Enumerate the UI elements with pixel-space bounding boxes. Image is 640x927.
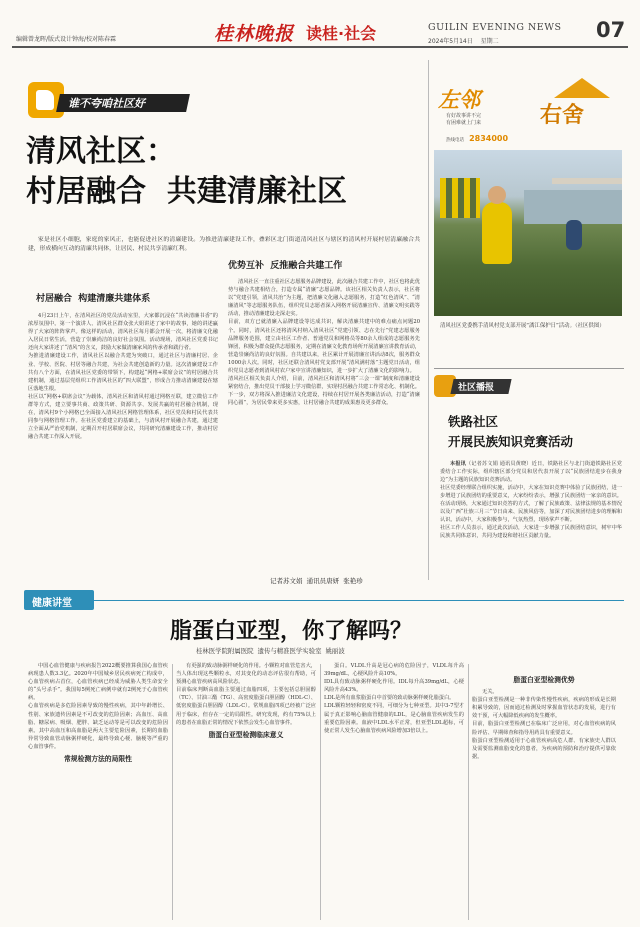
news-body-content: （记者苏文娟 通讯员黄晓）近日，铁路社区与北门街道铁路社区党委结合工作实际，组织辖区部分党员和居代表开展了以“民族团结进步在我身边”为主题的民族知识竞赛活动。 社区党委经理联合组织实施，活动中，大家在知识竞赛中体验了民族团结，进一步增进了民族团结的重要意义，大家纷纷表示，增强了民族团结一家亲的意识。在活动现场，大家通过知识竞答的方式，了解了民族政策、法律法规的基本情况以及广西“壮族三月三”节日由来、民族风俗等，加深了对民族团结进步的理解和认识。活动中，大家积极参与，气氛热烈，现场掌声不断。 社区工作人员表示，通过此次活动，大家进一步增强了民族团结意识，树牢中华民族共同体意识，共同为建设和谐社区贡献力量。	[440, 461, 622, 539]
photo-river	[524, 190, 622, 224]
logo-hotline	[446, 126, 508, 145]
news-headline-line2: 开展民族知识竞赛活动	[448, 434, 574, 449]
divider-health-3	[468, 664, 469, 920]
health-headline: 脂蛋白亚型，你了解吗？	[170, 618, 413, 644]
date-text: 2024年5月14日	[428, 38, 473, 45]
logo-bottom-word: 右舍	[540, 102, 585, 128]
photo-caption-text: 清风社区党委携手清风村党支部开展“漓江保护日”活动。（社区供图）	[440, 323, 605, 329]
lead-paragraph	[28, 236, 420, 254]
photo-person-right	[566, 220, 582, 250]
health-col-1	[28, 662, 168, 922]
neighbors-logo	[436, 78, 616, 142]
health-subhead-2: 脂蛋白亚型检测临床意义	[208, 730, 284, 739]
news-body	[440, 460, 622, 570]
photo-people-group	[440, 178, 480, 218]
story-byline: 记者苏文娟 通讯员唐妍 张艳珍	[270, 577, 363, 585]
news-lead-tag: 本报讯	[450, 461, 466, 467]
news-badge	[434, 375, 534, 397]
subhead-2: 优势互补 反推融合共建工作	[228, 261, 343, 271]
headline-line1: 清风社区：	[26, 134, 176, 169]
story-col-2	[228, 278, 420, 572]
badge-label: 谁不夸咱社区好	[68, 97, 145, 110]
section-name	[306, 21, 376, 44]
editors-line: 编辑曾龙晖/版式设计钟海/校对陈春霖	[16, 36, 117, 43]
brand-logo: 桂林晚报	[214, 23, 295, 45]
health-badge-label: 健康讲堂	[32, 598, 72, 609]
thumb-icon	[36, 90, 54, 110]
column-badge	[28, 82, 184, 124]
logo-top-word: 左邻	[438, 87, 480, 112]
story-col-2-text: 清风社区一直注重社区志愿服务品牌建设，此次融合共建工作中，社区也将此优势与融合共建相结合，打造专属“清廉”志愿品牌。该社区相关负责人表示，社区将以“党建引领，清风共治”为主题，把清廉文化融入志愿服务，打造“红色清风”、“清廉清风”等志愿服务队伍，组织党员志愿者深入网格开展清廉宣传、清廉文明实践等活动，推动清廉建设走深走实。 目前，双方已就清廉入品牌建设等达成共识，解决清廉共建中的难点痛点问题20个。同时，清风社区还将清风村纳入清风社区“党建引领、志在先行”党建志愿服务品牌服务范围，建立由社区工作者、普通党员和网格员等80余人组成的志愿服务先锋团，积极为群众提供志愿服务，定期在清廉文化教育场所开展清廉宣讲教育活动，营造崇廉尚洁的良好氛围。自共建以来，社区累计开展清廉宣讲活动8次，服务群众1000余人次。同时，社区还联合清风村党支部开展“清风满村落”主题党日活动，组织党员志愿者到清风村农户家中宣讲清廉知识，进一步扩大了清廉文化的影响力。 清风社区相关负责人介绍，目前，清风社区和清风村将“三会一课”制度和清廉建设紧密结合，推出党员干部接上学习微信群，实现村居融合共建工作常态化、机制化。下一步，双方将深入推进廉洁文化建设，持续在村居开展各类廉洁活动，打造“清廉同心圆”，为居民带来更多实惠，让村居融合共建的成果惠及更多群众。	[228, 279, 420, 407]
news-headline-line1: 铁路社区	[448, 414, 499, 429]
headline-line2: 村居融合 共建清廉社区	[26, 174, 347, 209]
health-col-4	[472, 662, 616, 922]
news-body-text	[440, 460, 622, 540]
health-col-1-text: 中国心血管健康与疾病报告2022概要推算我国心血管疾病现患人数3.3亿。2020年中国城乡居民疾病死亡构成中，心血管疾病占首位，心血管疾病已经成为威胁人类生命安全的“头号杀手”。我国每5例死亡病例中就有2例死于心血管疾病。 心血管疾病是多危险因素导致的慢性疾病，其中年龄增长、性别、家族遗传因素是不可改变的危险因素；高血压、高血脂、糖尿病、吸烟、肥胖、缺乏运动等是可以改变的危险因素。其中高血压和高血脂是两大主要危险因素，长期的血脂异常导致血管动脉粥样硬化，最终导致心梗、脑梗等严重的心血管事件。	[28, 663, 168, 750]
photo-person-yellow	[482, 202, 512, 264]
photo-caption	[440, 322, 618, 330]
page-number: 07	[596, 18, 626, 42]
news-headline	[448, 412, 573, 452]
header-rule	[12, 46, 628, 48]
health-subhead-3: 脂蛋白亚型检测优势	[513, 676, 575, 684]
lead-text: 家是社区小细胞，家庭的家风正，也能促进社区的清廉建设。为推进清廉建设工作，叠彩区北门街道清风社区与辖区的清风村开展村居清廉融合共建，形成横向互动的清廉共同体，让居民、村民共享清廉红利。	[28, 237, 420, 252]
story-col-1	[28, 312, 218, 572]
news-badge-label: 社区播报	[458, 383, 495, 393]
story-photo	[434, 150, 622, 316]
health-badge	[24, 590, 94, 610]
weekday-text: 星期二	[480, 38, 499, 45]
issue-date	[428, 36, 499, 45]
story-col-1-text: 4月23日上午，在清风社区的党员活动室里，大家都沉浸在“共读清廉书香”的浓厚氛围中。第一个演讲人、清风社区群众张大姐讲述了家中的故事，她的讲述赢得了大家的阵阵掌声。像这样的活动，清风社区每月都会开展一次，将清廉文化融入居民日常生活，营造了崇廉尚洁的良好社会氛围。活动现场，清风社区党委书记还向大家讲述了“清风”的含义，鼓励大家做清廉家风的传承者和践行者。 为推进清廉建设工作，清风社区以融合共建为突破口，通过社区与清廉村居、企业、学校、医院、村居等融合共建，为社会共建创造新的力量。这次清廉建设工作共有八个方面，在清风社区党委的带领下，构建起“网格+联席会议”的村居融合共建机制，通过基层党组织工作清风社区的“四大联盟”，形成合力推动清廉建设在辖区落地生根。 社区以“网格+联席会议”为载体，清风社区和清风村通过网格互联，建立微信工作群等方式，建立要事共商、政策共研、资源共享、发展共赢的村居融合机制，现在，清风村9个小网格已全面接入清风社区网格管理体系，社区党员和村民代表共同参与网格管理工作。在社区党委建立的基础上，与清风村开展融合共建，通过建立全面从严治党机制，定期召开村居联席会议，共同研究清廉建设工作，推动村居融合共建工作深入开展。	[28, 313, 218, 441]
main-headline	[26, 132, 347, 212]
paper-english-name: GUILIN EVENING NEWS	[428, 22, 562, 33]
health-subhead-1: 常规检测方法的局限性	[64, 755, 132, 764]
photo-person-head	[488, 186, 506, 204]
health-col-2	[176, 662, 316, 922]
health-col-3	[324, 662, 464, 922]
health-section-rule	[24, 600, 624, 601]
health-author: 桂林医学院附属医院 遗传与精准医学实验室 姚丽波	[196, 647, 345, 655]
divider-main-right	[428, 60, 429, 580]
subhead-1: 村居融合 构建清廉共建体系	[36, 294, 151, 304]
logo-slogan-1: 有好故事讲不完	[446, 113, 482, 119]
health-col-3-text: 蛋白。VLDL升高是冠心病的危险因子，VLDL每升高39mg/dL，心梗风险升高10%。 IDL具有致动脉粥样硬化作用。IDL每升高39mg/dL，心梗风险升高43%。 LDL是所有血浆脂蛋白中首要的致动脉粥样硬化脂蛋白。 LDL颗粒轻轻和密度不同，可细分为七种亚型。其中3-7型才属于真正影响心脑血管健康的LDL，是心脑血管疾病发生的重要危险因素。血液中LDL水平正常，但亚型LDL超标，可使正常人发生心脑血管疾病风险增加3倍以上。	[324, 663, 464, 734]
section-label: 读桂·社会	[306, 24, 377, 43]
hotline-number: 2834000	[469, 134, 509, 143]
page-header	[0, 0, 640, 48]
house-roof	[554, 78, 610, 98]
divider-health-1	[172, 664, 173, 920]
health-col-4-text: 无关。 脂蛋白亚型检测是一种非传染性慢性疾病，疾病的形成是长期积累导致的，因而通过检测及时掌握血管状态的发展，进行有效干预，可大幅降低疾病的发生概率。 目前，脂蛋白亚型检测已在临床广泛应用，对心血管疾病的风险评估、早期筛查和指导用药具有重要意义。 脂蛋白亚型检测适用于心血管疾病高危人群、有家族史人群以及需要监测血脂变化的患者，为疾病的预防和治疗提供可靠依据。	[472, 689, 616, 760]
health-col-2-text: 有更强的致动脉粥样硬化的作用。小颗粒对血管危害大，当人体出现这些颗粒水，对其变化的动态评估很有帮助，可预测心血管疾病高风险状态。 目前临床判断高血脂主要通过血脂四项，主要包括总胆固醇（TC）、甘油三酯（TG）、高密度脂蛋白胆固醇（HDL-C）、低密度脂蛋白胆固醇（LDL-C）。常规血脂四项已经被广泛应用于临床，但存在一定的局限性。研究发现，约有75%以上的患者在血脂正常的情况下依然会发生心血管事件。	[176, 663, 316, 726]
photo-bridge	[552, 178, 622, 184]
logo-slogan-2: 有困难就上门来	[446, 120, 482, 126]
divider-right-news	[434, 368, 624, 369]
divider-health-2	[320, 664, 321, 920]
hotline-label: 热线电话	[446, 138, 464, 143]
